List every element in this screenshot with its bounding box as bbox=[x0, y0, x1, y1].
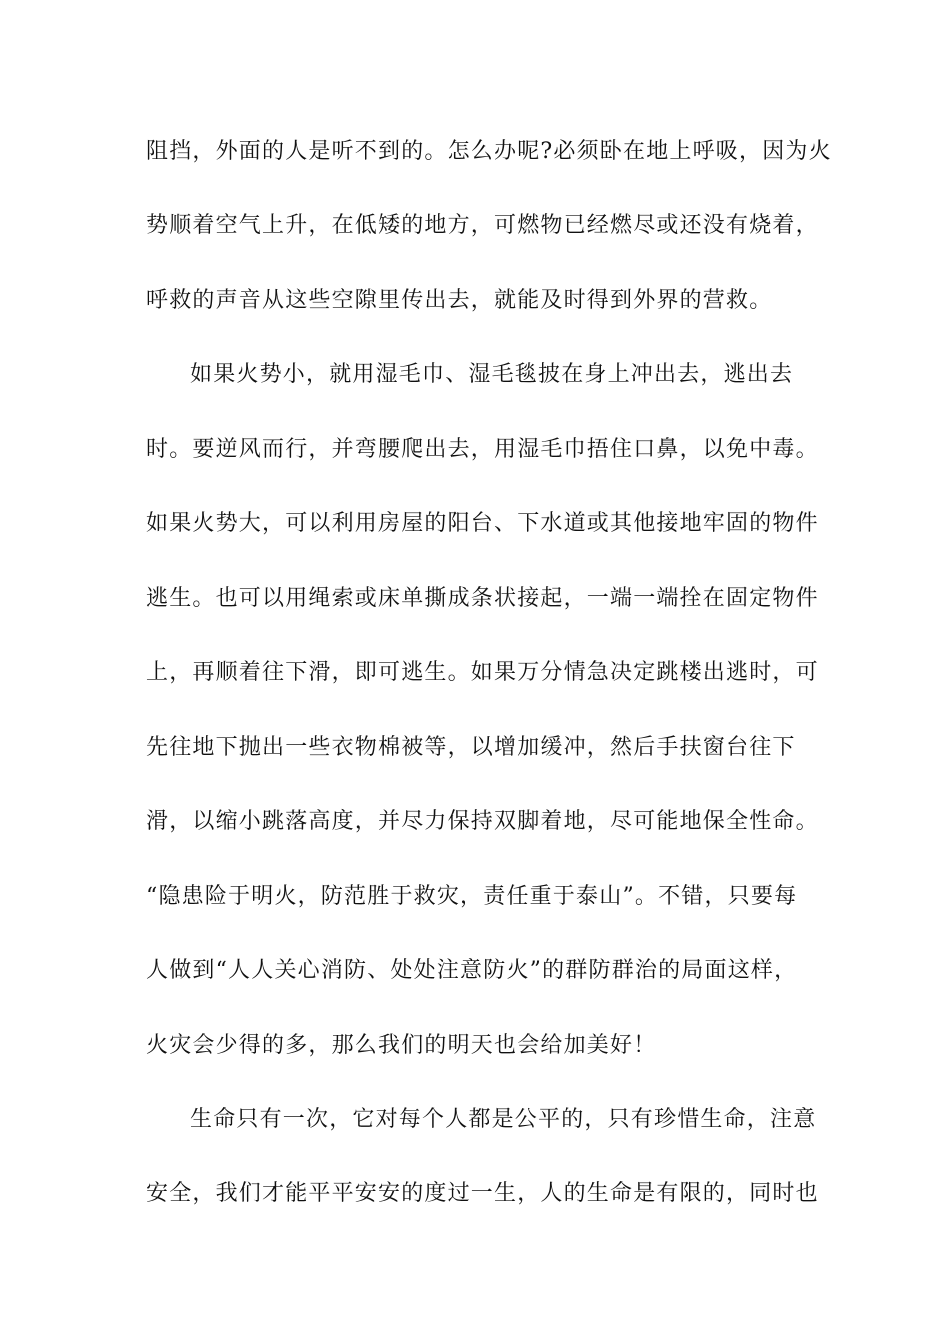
text-line: 安全，我们才能平平安安的度过一生，人的生命是有限的，同时也 bbox=[146, 1181, 819, 1206]
text-line: 滑，以缩小跳落高度，并尽力保持双脚着地，尽可能地保全性命。 bbox=[146, 809, 819, 834]
text-line: 先往地下抛出一些衣物棉被等，以增加缓冲，然后手扶窗台往下 bbox=[146, 735, 796, 760]
paragraph-start-line: 如果火势小，就用湿毛巾、湿毛毯披在身上冲出去，逃出去 bbox=[190, 362, 794, 387]
paragraph-start-line: 生命只有一次，它对每个人都是公平的，只有珍惜生命，注意 bbox=[190, 1107, 817, 1132]
text-line: 逃生。也可以用绳索或床单撕成条状接起，一端一端拴在固定物件 bbox=[146, 586, 819, 611]
text-line: “隐患险于明火，防范胜于救灾，责任重于泰山”。不错，只要每 bbox=[146, 884, 798, 909]
text-line: 时。要逆风而行，并弯腰爬出去，用湿毛巾捂住口鼻，以免中毒。 bbox=[146, 437, 819, 462]
text-line: 上，再顺着往下滑，即可逃生。如果万分情急决定跳楼出逃时，可 bbox=[146, 660, 819, 685]
text-line: 势顺着空气上升，在低矮的地方，可燃物已经燃尽或还没有烧着， bbox=[146, 213, 819, 238]
text-line: 阻挡，外面的人是听不到的。怎么办呢?必须卧在地上呼吸，因为火 bbox=[146, 139, 832, 164]
text-line: 火灾会少得的多，那么我们的明天也会给加美好！ bbox=[146, 1033, 657, 1058]
text-line: 呼救的声音从这些空隙里传出去，就能及时得到外界的营救。 bbox=[146, 288, 773, 313]
text-line: 如果火势大，可以利用房屋的阳台、下水道或其他接地牢固的物件 bbox=[146, 511, 819, 536]
text-line: 人做到“人人关心消防、处处注意防火”的群防群治的局面这样， bbox=[146, 958, 798, 983]
